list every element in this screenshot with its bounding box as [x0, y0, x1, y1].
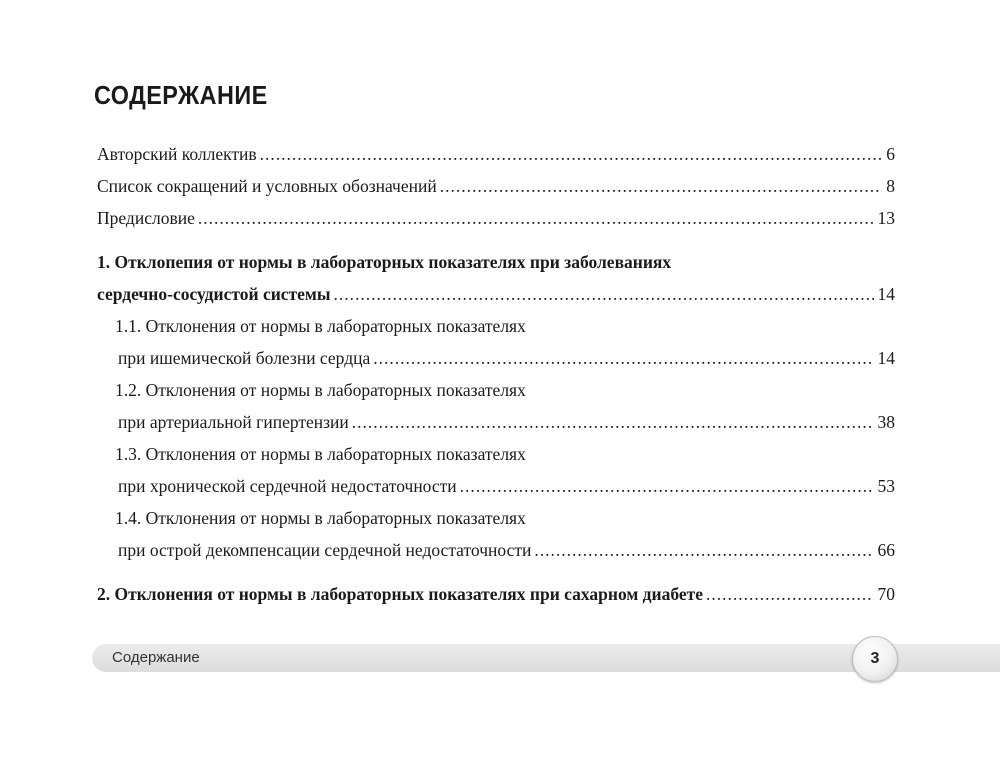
toc-entry-text: при хронической сердечной недостаточности: [118, 476, 457, 496]
toc-entry-abbreviations[interactable]: [97, 170, 895, 202]
page-title: СОДЕРЖАНИЕ: [94, 80, 268, 110]
toc-leader-dots: [352, 406, 874, 438]
toc-section-1-2-heading[interactable]: [97, 374, 895, 406]
toc-section-1-1-heading[interactable]: [97, 310, 895, 342]
toc-section-1-4[interactable]: [97, 534, 895, 566]
toc-entry-text: Список сокращений и условных обозначений: [97, 176, 437, 196]
toc-entry-preface[interactable]: [97, 202, 895, 234]
toc-entry-text: при острой декомпенсации сердечной недостаточности: [118, 540, 532, 560]
toc-leader-dots: [706, 578, 873, 610]
toc-entry-text: Предисловие: [97, 208, 195, 228]
toc-leader-dots: [373, 342, 873, 374]
toc-leader-dots: [198, 202, 874, 234]
table-of-contents: [97, 138, 895, 610]
toc-chapter-1[interactable]: [97, 278, 895, 310]
toc-page-number: 13: [877, 208, 895, 228]
toc-page-number: 53: [877, 476, 895, 496]
toc-entry-text: 1. Отклопепия от нормы в лабораторных показателях при заболеваниях: [97, 252, 672, 272]
toc-entry-text: 1.1. Отклонения от нормы в лабораторных показателях: [115, 316, 526, 336]
toc-entry-text: 1.4. Отклонения от нормы в лабораторных показателях: [115, 508, 526, 528]
toc-chapter-1-heading[interactable]: [97, 246, 895, 278]
toc-leader-dots: [260, 138, 883, 170]
toc-page-number: 38: [877, 412, 895, 432]
toc-leader-dots: [534, 534, 873, 566]
toc-page-number: 14: [877, 284, 895, 304]
toc-entry-text: 2. Отклонения от нормы в лабораторных показателях при сахарном диабете: [97, 584, 704, 604]
toc-entry-text: сердечно-сосудистой системы: [97, 284, 331, 304]
toc-entry-text: при ишемической болезни сердца: [118, 348, 371, 368]
toc-section-1-3-heading[interactable]: [97, 438, 895, 470]
toc-chapter-2[interactable]: [97, 578, 895, 610]
toc-entry-text: Авторский коллектив: [97, 144, 257, 164]
footer-section-label: Содержание: [112, 649, 200, 666]
toc-page-number: 8: [886, 176, 895, 196]
toc-section-1-2[interactable]: [97, 406, 895, 438]
toc-entry-authors[interactable]: [97, 138, 895, 170]
page-number-badge: 3: [852, 636, 898, 682]
toc-page-number: 66: [877, 540, 895, 560]
toc-section-1-1[interactable]: [97, 342, 895, 374]
toc-entry-text: 1.2. Отклонения от нормы в лабораторных показателях: [115, 380, 526, 400]
toc-page-number: 6: [886, 144, 895, 164]
toc-leader-dots: [460, 470, 874, 502]
toc-leader-dots: [334, 278, 874, 310]
toc-section-1-4-heading[interactable]: [97, 502, 895, 534]
toc-page-number: 70: [877, 584, 895, 604]
toc-entry-text: 1.3. Отклонения от нормы в лабораторных показателях: [115, 444, 526, 464]
toc-entry-text: при артериальной гипертензии: [118, 412, 349, 432]
toc-page-number: 14: [877, 348, 895, 368]
toc-leader-dots: [440, 170, 883, 202]
toc-section-1-3[interactable]: [97, 470, 895, 502]
